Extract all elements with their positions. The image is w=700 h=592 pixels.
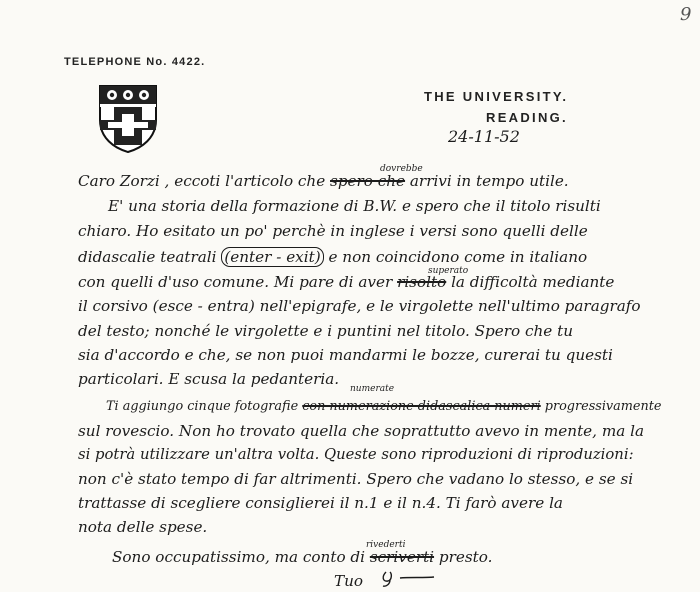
letter-line: il corsivo (esce - entra) nell'epigrafe, e le virgolette nell'ultimo paragrafo <box>78 297 641 315</box>
letter-line: chiaro. Ho esitato un po' perchè in inglese i versi sono quelli delle <box>78 222 588 240</box>
letter-line: con quelli d'uso comune. Mi pare di aver risolto la difficoltà mediante <box>78 273 615 291</box>
letter-line: Ti aggiungo cinque fotografie con numerazione didascalica numeri progressivamente <box>106 399 662 414</box>
letter-line: sia d'accordo e che, se non puoi mandarmi le bozze, curerai tu questi <box>78 346 613 364</box>
university-crest-logo <box>98 84 158 154</box>
letter-date: 24-11-52 <box>448 127 520 146</box>
university-name: THE UNIVERSITY. <box>424 89 569 104</box>
struck-text: scriverti <box>369 548 435 566</box>
letter-line: Sono occupatissimo, ma conto di scriverti presto. <box>112 548 493 566</box>
letter-line: del testo; nonché le virgolette e i puntini nel titolo. Spero che tu <box>78 322 573 340</box>
boxed-text: (enter - exit) <box>221 247 323 267</box>
letter-line: trattasse di scegliere consiglierei il n.1 e il n.4. Ti farò avere la <box>78 494 563 512</box>
letter-line: si potrà utilizzare un'altra volta. Queste sono riproduzioni di riproduzioni: <box>78 446 634 463</box>
letter-closing: Tuo <box>334 572 364 590</box>
letter-line: nota delle spese. <box>78 518 208 536</box>
letter-line: didascalie teatrali (enter - exit) e non coincidono come in italiano <box>78 248 588 266</box>
page-number-mark: 9 <box>680 4 692 25</box>
letter-line: particolari. E scusa la pedanteria. <box>78 370 340 388</box>
struck-text: con numerazione didascalica numeri <box>302 399 541 414</box>
struck-text: risolto <box>397 273 447 291</box>
letter-line: E' una storia della formazione di B.W. e spero che il titolo risulti <box>108 197 601 215</box>
inserted-word: superato <box>428 266 469 276</box>
inserted-word: numerate <box>350 384 395 394</box>
letter-line: sul rovescio. Non ho trovato quella che soprattutto avevo in mente, ma la <box>78 422 645 440</box>
university-city: READING. <box>486 110 568 125</box>
struck-text: spero che <box>330 172 406 190</box>
letter-line: non c'è stato tempo di far altrimenti. Spero che vadano lo stesso, e se si <box>78 470 634 488</box>
handwritten-signature <box>380 566 436 588</box>
inserted-word: rivederti <box>366 540 406 550</box>
letter-line: Caro Zorzi , eccoti l'articolo che spero che arrivi in tempo utile. <box>78 172 569 190</box>
telephone-number: TELEPHONE No. 4422. <box>64 56 206 68</box>
inserted-word: dovrebbe <box>380 164 423 174</box>
